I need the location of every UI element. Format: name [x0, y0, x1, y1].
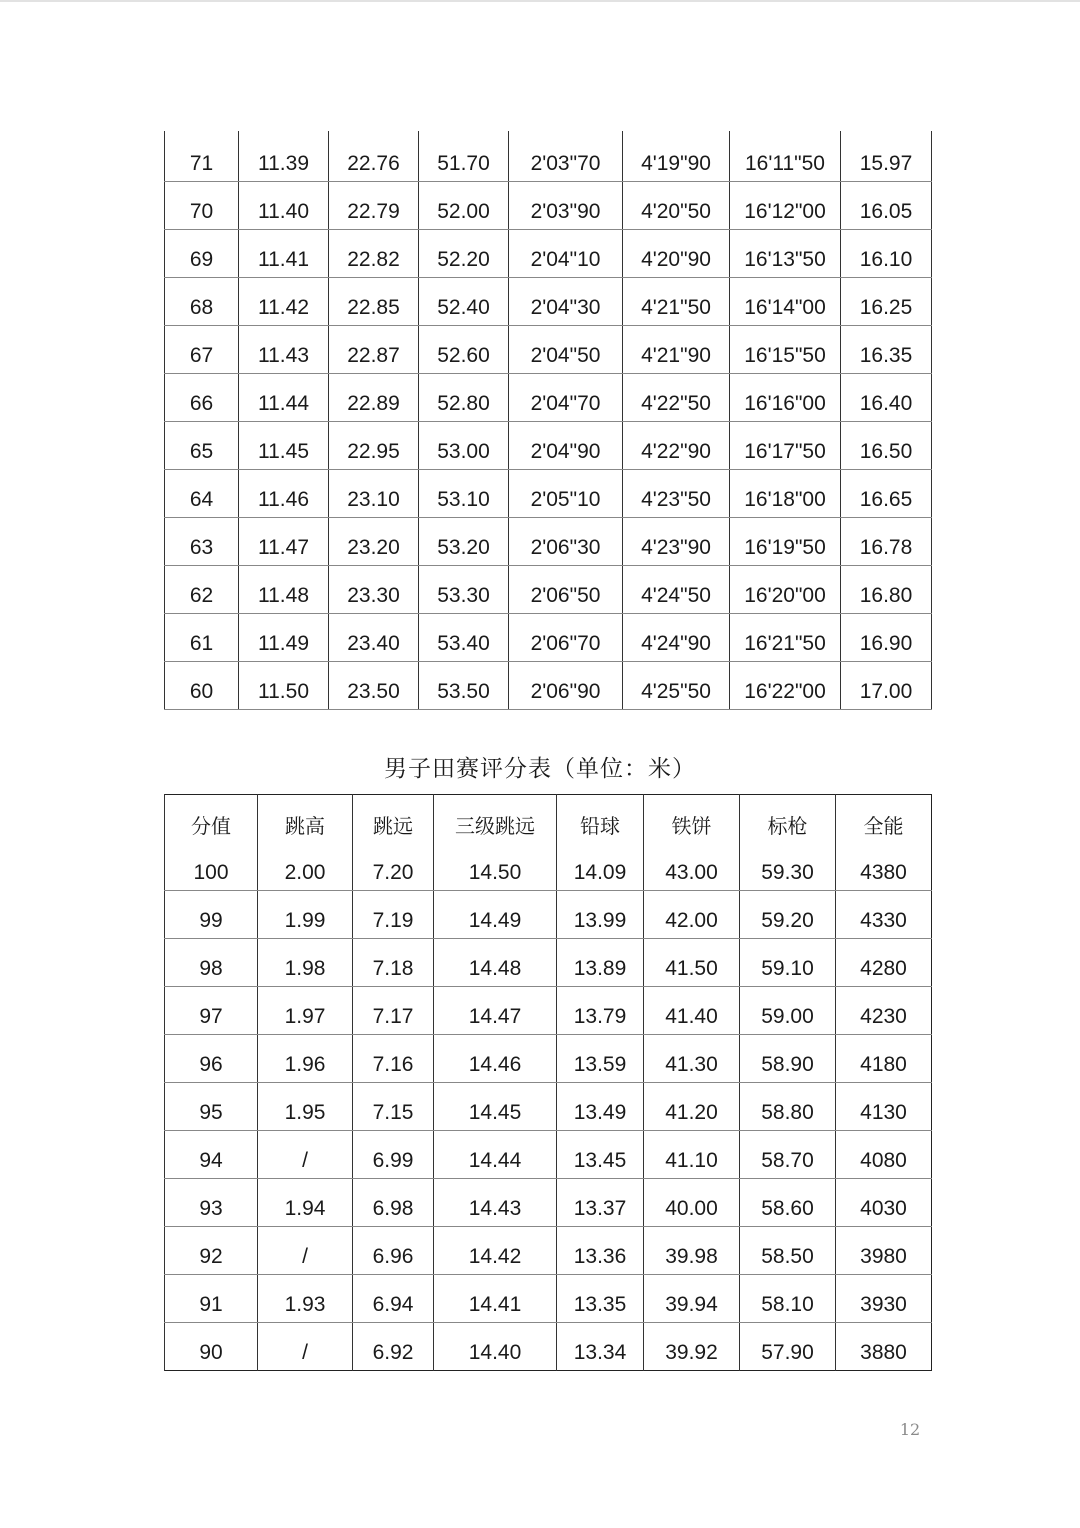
- column-header: 分值: [165, 795, 258, 843]
- table-row: [165, 1227, 932, 1275]
- table-cell: 41.30: [644, 1035, 740, 1083]
- table-header-row: [165, 795, 932, 843]
- table-cell: 41.20: [644, 1083, 740, 1131]
- table-cell: 16.78: [841, 517, 932, 565]
- column-header: 标枪: [740, 795, 836, 843]
- table-cell: 16'12"00: [730, 181, 841, 229]
- table-cell: 4330: [836, 891, 932, 939]
- table-cell: 11.46: [239, 469, 329, 517]
- table-cell: 13.45: [557, 1131, 644, 1179]
- table-cell: 94: [165, 1131, 258, 1179]
- table-row: [165, 565, 932, 613]
- table-cell: 2'06"50: [509, 565, 623, 613]
- table-cell: 58.10: [740, 1275, 836, 1323]
- page-top-border: [0, 0, 1080, 2]
- table-cell: 1.99: [258, 891, 353, 939]
- table-cell: 11.40: [239, 181, 329, 229]
- table-cell: 2'06"70: [509, 613, 623, 661]
- table-row: [165, 229, 932, 277]
- table-cell: 16'15"50: [730, 325, 841, 373]
- table-row: [165, 373, 932, 421]
- table-cell: 71: [165, 131, 239, 181]
- table-row: [165, 421, 932, 469]
- table-cell: 4180: [836, 1035, 932, 1083]
- table-cell: 43.00: [644, 843, 740, 891]
- table-cell: 4080: [836, 1131, 932, 1179]
- table-row: [165, 1083, 932, 1131]
- table-cell: 7.20: [353, 843, 434, 891]
- table-row: [165, 517, 932, 565]
- table-cell: 14.47: [434, 987, 557, 1035]
- table-cell: 51.70: [419, 131, 509, 181]
- table-cell: 13.37: [557, 1179, 644, 1227]
- column-header: 跳远: [353, 795, 434, 843]
- table-cell: 11.42: [239, 277, 329, 325]
- table-cell: 2'03"90: [509, 181, 623, 229]
- table-cell: 7.18: [353, 939, 434, 987]
- table-cell: 16.05: [841, 181, 932, 229]
- table-row: [165, 1035, 932, 1083]
- table-cell: 16.65: [841, 469, 932, 517]
- table-cell: 4'24"90: [623, 613, 730, 661]
- table-cell: 69: [165, 229, 239, 277]
- table-cell: 53.20: [419, 517, 509, 565]
- page-number: 12: [899, 1420, 921, 1439]
- table-cell: 39.98: [644, 1227, 740, 1275]
- table-cell: 1.94: [258, 1179, 353, 1227]
- table-cell: 2'04"50: [509, 325, 623, 373]
- table-cell: 6.96: [353, 1227, 434, 1275]
- table-cell: 23.20: [329, 517, 419, 565]
- table-cell: 59.30: [740, 843, 836, 891]
- table-cell: 23.10: [329, 469, 419, 517]
- table-cell: 14.48: [434, 939, 557, 987]
- table-cell: 97: [165, 987, 258, 1035]
- table-cell: 58.50: [740, 1227, 836, 1275]
- table-cell: 16'22"00: [730, 661, 841, 709]
- table-cell: 14.45: [434, 1083, 557, 1131]
- table-cell: 59.20: [740, 891, 836, 939]
- table-cell: 22.82: [329, 229, 419, 277]
- table-cell: 52.20: [419, 229, 509, 277]
- table-cell: 4'20"50: [623, 181, 730, 229]
- table-cell: 16'17"50: [730, 421, 841, 469]
- table-cell: 13.49: [557, 1083, 644, 1131]
- table-cell: 16.40: [841, 373, 932, 421]
- track-score-table: [164, 131, 932, 710]
- table-cell: 60: [165, 661, 239, 709]
- table-cell: 67: [165, 325, 239, 373]
- table-cell: 68: [165, 277, 239, 325]
- table-cell: 58.90: [740, 1035, 836, 1083]
- table-cell: 40.00: [644, 1179, 740, 1227]
- table-cell: 1.98: [258, 939, 353, 987]
- table-cell: /: [258, 1227, 353, 1275]
- table-cell: 1.97: [258, 987, 353, 1035]
- table-cell: 23.50: [329, 661, 419, 709]
- table-row: [165, 1131, 932, 1179]
- table-cell: 90: [165, 1323, 258, 1371]
- table-cell: 11.44: [239, 373, 329, 421]
- table-cell: 14.46: [434, 1035, 557, 1083]
- table-cell: 11.47: [239, 517, 329, 565]
- table-cell: 52.00: [419, 181, 509, 229]
- table-cell: 11.48: [239, 565, 329, 613]
- table-cell: 14.42: [434, 1227, 557, 1275]
- table-cell: 53.10: [419, 469, 509, 517]
- table-cell: 61: [165, 613, 239, 661]
- field-score-table: [164, 794, 932, 1371]
- table-cell: 53.50: [419, 661, 509, 709]
- table-cell: 14.09: [557, 843, 644, 891]
- table-cell: 16.25: [841, 277, 932, 325]
- table-cell: 14.44: [434, 1131, 557, 1179]
- table-cell: 22.76: [329, 131, 419, 181]
- table-cell: 42.00: [644, 891, 740, 939]
- table-cell: 22.79: [329, 181, 419, 229]
- table-row: [165, 891, 932, 939]
- table-cell: 11.50: [239, 661, 329, 709]
- table-cell: 62: [165, 565, 239, 613]
- table-cell: 39.94: [644, 1275, 740, 1323]
- table-cell: 4'23"90: [623, 517, 730, 565]
- table-cell: 53.30: [419, 565, 509, 613]
- table-row: [165, 1323, 932, 1371]
- table-cell: 16'21"50: [730, 613, 841, 661]
- table-cell: 7.17: [353, 987, 434, 1035]
- table-row: [165, 1179, 932, 1227]
- table-cell: 11.39: [239, 131, 329, 181]
- table-cell: 2'05"10: [509, 469, 623, 517]
- table-cell: 4'24"50: [623, 565, 730, 613]
- table-cell: 11.41: [239, 229, 329, 277]
- table-cell: 13.35: [557, 1275, 644, 1323]
- table-cell: 15.97: [841, 131, 932, 181]
- table-cell: 64: [165, 469, 239, 517]
- table-cell: 4130: [836, 1083, 932, 1131]
- column-header: 铁饼: [644, 795, 740, 843]
- table-row: [165, 661, 932, 709]
- table-cell: 13.59: [557, 1035, 644, 1083]
- table-cell: 52.40: [419, 277, 509, 325]
- table-row: [165, 469, 932, 517]
- table-cell: 13.89: [557, 939, 644, 987]
- table-cell: 14.50: [434, 843, 557, 891]
- table-cell: 16'19"50: [730, 517, 841, 565]
- table-cell: 16.50: [841, 421, 932, 469]
- table-cell: 16.35: [841, 325, 932, 373]
- table-cell: 6.99: [353, 1131, 434, 1179]
- table-cell: 4'23"50: [623, 469, 730, 517]
- table-cell: 65: [165, 421, 239, 469]
- table-cell: 16'16"00: [730, 373, 841, 421]
- column-header: 跳高: [258, 795, 353, 843]
- table-cell: 16'11"50: [730, 131, 841, 181]
- table-cell: 11.45: [239, 421, 329, 469]
- table-cell: 11.43: [239, 325, 329, 373]
- table-cell: 16'14"00: [730, 277, 841, 325]
- table-cell: 70: [165, 181, 239, 229]
- table-cell: 91: [165, 1275, 258, 1323]
- table-cell: 6.94: [353, 1275, 434, 1323]
- table-cell: 6.98: [353, 1179, 434, 1227]
- table-row: [165, 843, 932, 891]
- table-cell: 14.40: [434, 1323, 557, 1371]
- table-cell: 23.40: [329, 613, 419, 661]
- table-row: [165, 325, 932, 373]
- table-cell: 57.90: [740, 1323, 836, 1371]
- table-row: [165, 613, 932, 661]
- table-cell: 4'25"50: [623, 661, 730, 709]
- table-cell: 22.87: [329, 325, 419, 373]
- table-cell: 22.85: [329, 277, 419, 325]
- table-cell: 4030: [836, 1179, 932, 1227]
- table-cell: 16'13"50: [730, 229, 841, 277]
- table-row: [165, 987, 932, 1035]
- table-cell: 96: [165, 1035, 258, 1083]
- table-cell: 2'06"30: [509, 517, 623, 565]
- table-cell: 11.49: [239, 613, 329, 661]
- table-cell: 13.99: [557, 891, 644, 939]
- table-row: [165, 277, 932, 325]
- table-cell: 41.40: [644, 987, 740, 1035]
- table-cell: 3980: [836, 1227, 932, 1275]
- table-cell: 13.79: [557, 987, 644, 1035]
- table-cell: 1.93: [258, 1275, 353, 1323]
- table-cell: 52.60: [419, 325, 509, 373]
- table-row: [165, 131, 932, 181]
- table-cell: 58.80: [740, 1083, 836, 1131]
- table-cell: 4230: [836, 987, 932, 1035]
- table-cell: 63: [165, 517, 239, 565]
- table-cell: 2'03"70: [509, 131, 623, 181]
- table-cell: 4'20"90: [623, 229, 730, 277]
- table-cell: 4'22"50: [623, 373, 730, 421]
- table-cell: /: [258, 1323, 353, 1371]
- table-cell: 16.90: [841, 613, 932, 661]
- table-row: [165, 181, 932, 229]
- table-cell: 6.92: [353, 1323, 434, 1371]
- table-row: [165, 939, 932, 987]
- table-cell: 95: [165, 1083, 258, 1131]
- table-cell: 16.10: [841, 229, 932, 277]
- table-cell: 13.34: [557, 1323, 644, 1371]
- table-cell: 4'19"90: [623, 131, 730, 181]
- table-cell: 4'21"50: [623, 277, 730, 325]
- table-cell: 7.16: [353, 1035, 434, 1083]
- table-cell: 53.00: [419, 421, 509, 469]
- table-cell: 13.36: [557, 1227, 644, 1275]
- table-cell: 93: [165, 1179, 258, 1227]
- table-cell: 7.15: [353, 1083, 434, 1131]
- table-cell: 14.41: [434, 1275, 557, 1323]
- field-table-title: 男子田赛评分表（单位：米）: [384, 756, 696, 782]
- table-cell: 22.95: [329, 421, 419, 469]
- table-cell: 66: [165, 373, 239, 421]
- table-cell: 14.43: [434, 1179, 557, 1227]
- table-cell: 98: [165, 939, 258, 987]
- table-cell: 53.40: [419, 613, 509, 661]
- table-cell: 2'04"70: [509, 373, 623, 421]
- table-cell: 14.49: [434, 891, 557, 939]
- table-cell: 2'04"10: [509, 229, 623, 277]
- column-header: 全能: [836, 795, 932, 843]
- table-cell: 4280: [836, 939, 932, 987]
- table-cell: 3930: [836, 1275, 932, 1323]
- column-header: 铅球: [557, 795, 644, 843]
- table-cell: 3880: [836, 1323, 932, 1371]
- table-cell: 16'18"00: [730, 469, 841, 517]
- column-header: 三级跳远: [434, 795, 557, 843]
- table-cell: /: [258, 1131, 353, 1179]
- table-cell: 52.80: [419, 373, 509, 421]
- table-cell: 99: [165, 891, 258, 939]
- table-row: [165, 1275, 932, 1323]
- table-cell: 2.00: [258, 843, 353, 891]
- table-cell: 4380: [836, 843, 932, 891]
- table-cell: 16'20"00: [730, 565, 841, 613]
- table-cell: 4'22"90: [623, 421, 730, 469]
- table-cell: 59.10: [740, 939, 836, 987]
- table-cell: 41.10: [644, 1131, 740, 1179]
- table-cell: 100: [165, 843, 258, 891]
- table-cell: 92: [165, 1227, 258, 1275]
- table-cell: 1.96: [258, 1035, 353, 1083]
- table-cell: 59.00: [740, 987, 836, 1035]
- table-cell: 17.00: [841, 661, 932, 709]
- table-cell: 2'06"90: [509, 661, 623, 709]
- table-cell: 4'21"90: [623, 325, 730, 373]
- table-cell: 7.19: [353, 891, 434, 939]
- table-cell: 58.70: [740, 1131, 836, 1179]
- table-cell: 16.80: [841, 565, 932, 613]
- table-cell: 22.89: [329, 373, 419, 421]
- table-cell: 41.50: [644, 939, 740, 987]
- table-cell: 2'04"30: [509, 277, 623, 325]
- table-cell: 39.92: [644, 1323, 740, 1371]
- table-cell: 23.30: [329, 565, 419, 613]
- table-cell: 58.60: [740, 1179, 836, 1227]
- table-cell: 2'04"90: [509, 421, 623, 469]
- table-cell: 1.95: [258, 1083, 353, 1131]
